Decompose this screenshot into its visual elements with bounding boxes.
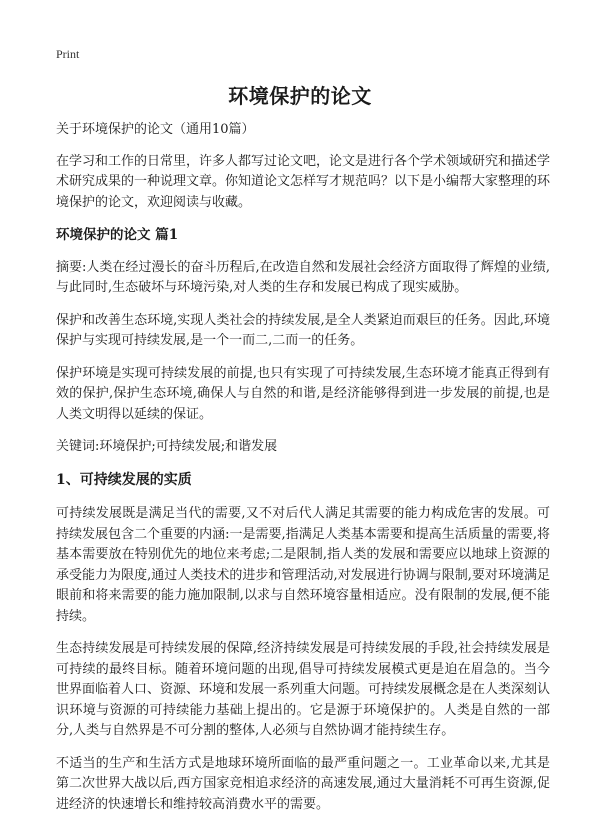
intro-paragraph: 在学习和工作的日常里，许多人都写过论文吧，论文是进行各个学术领域研究和描述学术研究成果的一种说理文章。你知道论文怎样写才规范吗？以下是小编帮大家整理的环境保护的论文，欢迎阅读与收藏。 (56, 153, 551, 210)
section-heading: 环境保护的论文 篇1 (56, 227, 179, 243)
abstract-paragraph: 摘要:人类在经过漫长的奋斗历程后,在改造自然和发展社会经济方面取得了辉煌的业绩,与此同时,生态破坏与环境污染,对人类的生存和发展已构成了现实威胁。 (56, 259, 550, 295)
body-paragraph: 生态持续发展是可持续发展的保障,经济持续发展是可持续发展的手段,社会持续发展是可持续的最终目标。随着环境问题的出现,倡导可持续发展模式更是迫在眉急的。当今世界面临着人口、资源、环境和发展一系列重大问题。可持续发展概念是在人类深刻认识环境与资源的可持续能力基础上提出的。它是源于环境保护的。人类是自然的一部分,人类与自然界是不可分割的整体,人必须与自然协调才能持续生存。 (56, 641, 551, 738)
document-subtitle: 关于环境保护的论文（通用10篇） (56, 122, 255, 137)
document-body (56, 120, 550, 827)
subsection-heading: 1、可持续发展的实质 (56, 471, 192, 488)
page-title: 环境保护的论文 (228, 84, 372, 108)
body-paragraph: 保护环境是实现可持续发展的前提,也只有实现了可持续发展,生态环境才能真正得到有效的保护,保护生态环境,确保人与自然的和谐,是经济能够得到进一步发展的前提,也是人类文明得以延续的保证。 (56, 365, 550, 422)
body-paragraph: 保护和改善生态环境,实现人类社会的持续发展,是全人类紧迫而艰巨的任务。因此,环境保护与实现可持续发展,是一个一而二,二而一的任务。 (56, 312, 550, 348)
keywords-paragraph: 关键词:环境保护;可持续发展;和谐发展 (56, 439, 278, 454)
body-paragraph: 不适当的生产和生活方式是地球环境所面临的最严重问题之一。工业革命以来,尤其是第二次世界大战以后,西方国家竞相追求经济的高速发展,通过大量消耗不可再生资源,促进经济的快速增长和维持较高消费水平的需要。 (56, 755, 550, 812)
body-paragraph: 可持续发展既是满足当代的需要,又不对后代人满足其需要的能力构成危害的发展。可持续发展包含二个重要的内涵:一是需要,指满足人类基本需要和提高生活质量的需要,将基本需要放在特别优先的地位来考虑;二是限制,指人类的发展和需要应以地球上资源的承受能力为限度,通过人类技术的进步和管理活动,对发展进行协调与限制,要对环境满足眼前和将来需要的能力施加限制,以求与自然环境容量相适应。没有限制的发展,便不能持续。 (56, 506, 550, 624)
print-label: Print (56, 47, 80, 61)
